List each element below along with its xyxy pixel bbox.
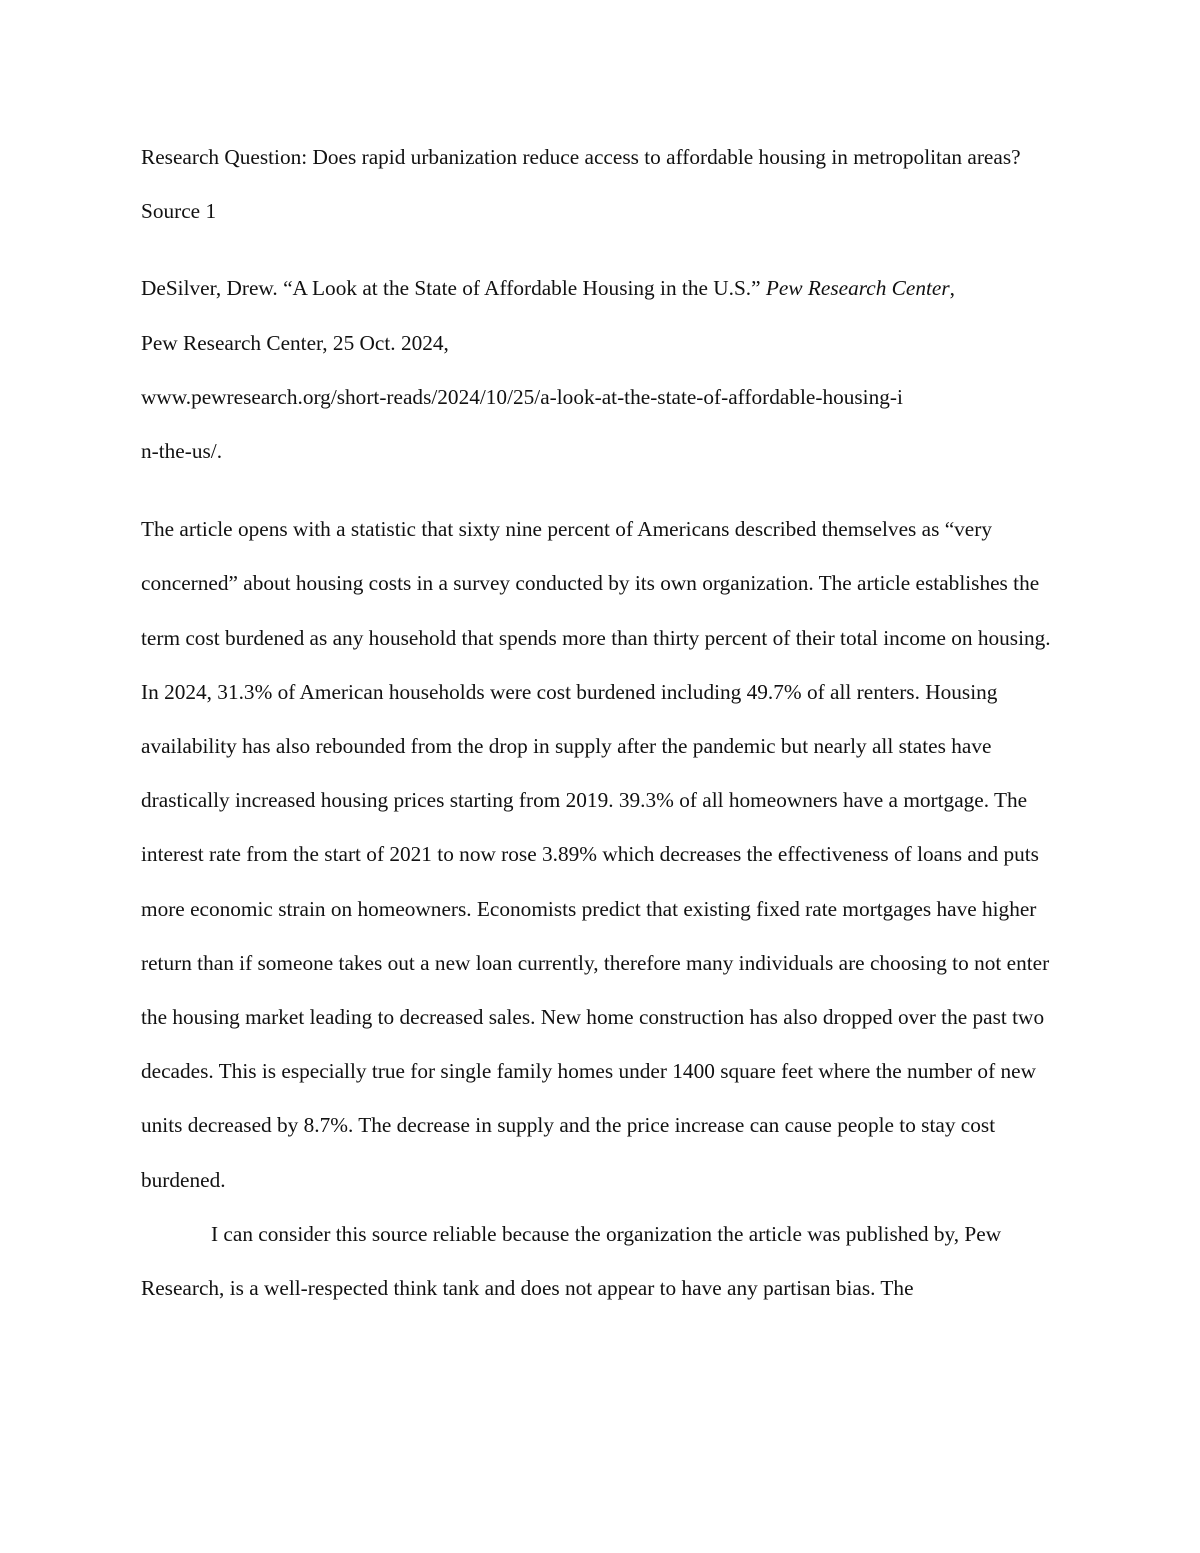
citation-url-line-1: www.pewresearch.org/short-reads/2024/10/25/a-look-at-the-state-of-affordable-housing-i bbox=[141, 384, 903, 409]
citation-publisher-date: Pew Research Center, 25 Oct. 2024, bbox=[141, 330, 449, 355]
citation-author-title: DeSilver, Drew. “A Look at the State of Affordable Housing in the U.S.” bbox=[141, 276, 761, 301]
citation-publication-suffix: , bbox=[949, 276, 955, 301]
citation bbox=[141, 261, 1056, 478]
summary-paragraph: The article opens with a statistic that sixty nine percent of Americans described themselves as “very concerned” about housing costs in a survey conducted by its own organization. The article establishes the term cost burdened as any household that spends more than thirty percent of their total income on housing. In 2024, 31.3% of American households were cost burdened including 49.7% of all renters. Housing availability has also rebounded from the drop in supply after the pandemic but nearly all states have drastically increased housing prices starting from 2019. 39.3% of all homeowners have a mortgage. The interest rate from the start of 2021 to now rose 3.89% which decreases the effectiveness of loans and puts more economic strain on homeowners. Economists predict that existing fixed rate mortgages have higher return than if someone takes out a new loan currently, therefore many individuals are choosing to not enter the housing market leading to decreased sales. New home construction has also dropped over the past two decades. This is especially true for single family homes under 1400 square feet where the number of new units decreased by 8.7%. The decrease in supply and the price increase can cause people to stay cost burdened. bbox=[141, 517, 1051, 1192]
citation-first-line bbox=[141, 261, 1056, 315]
citation-url-line-2: n-the-us/. bbox=[141, 439, 223, 464]
evaluation-paragraph: I can consider this source reliable because the organization the article was published by, Pew Research, is a well-respected think tank and does not appear to have any partisan bias. The bbox=[141, 1221, 1002, 1301]
document-body bbox=[141, 130, 1056, 1315]
citation-publication: Pew Research Center bbox=[765, 276, 950, 301]
source-heading: Source 1 bbox=[141, 199, 217, 224]
research-question: Research Question: Does rapid urbanization reduce access to affordable housing in metropolitan areas? bbox=[141, 145, 1021, 169]
